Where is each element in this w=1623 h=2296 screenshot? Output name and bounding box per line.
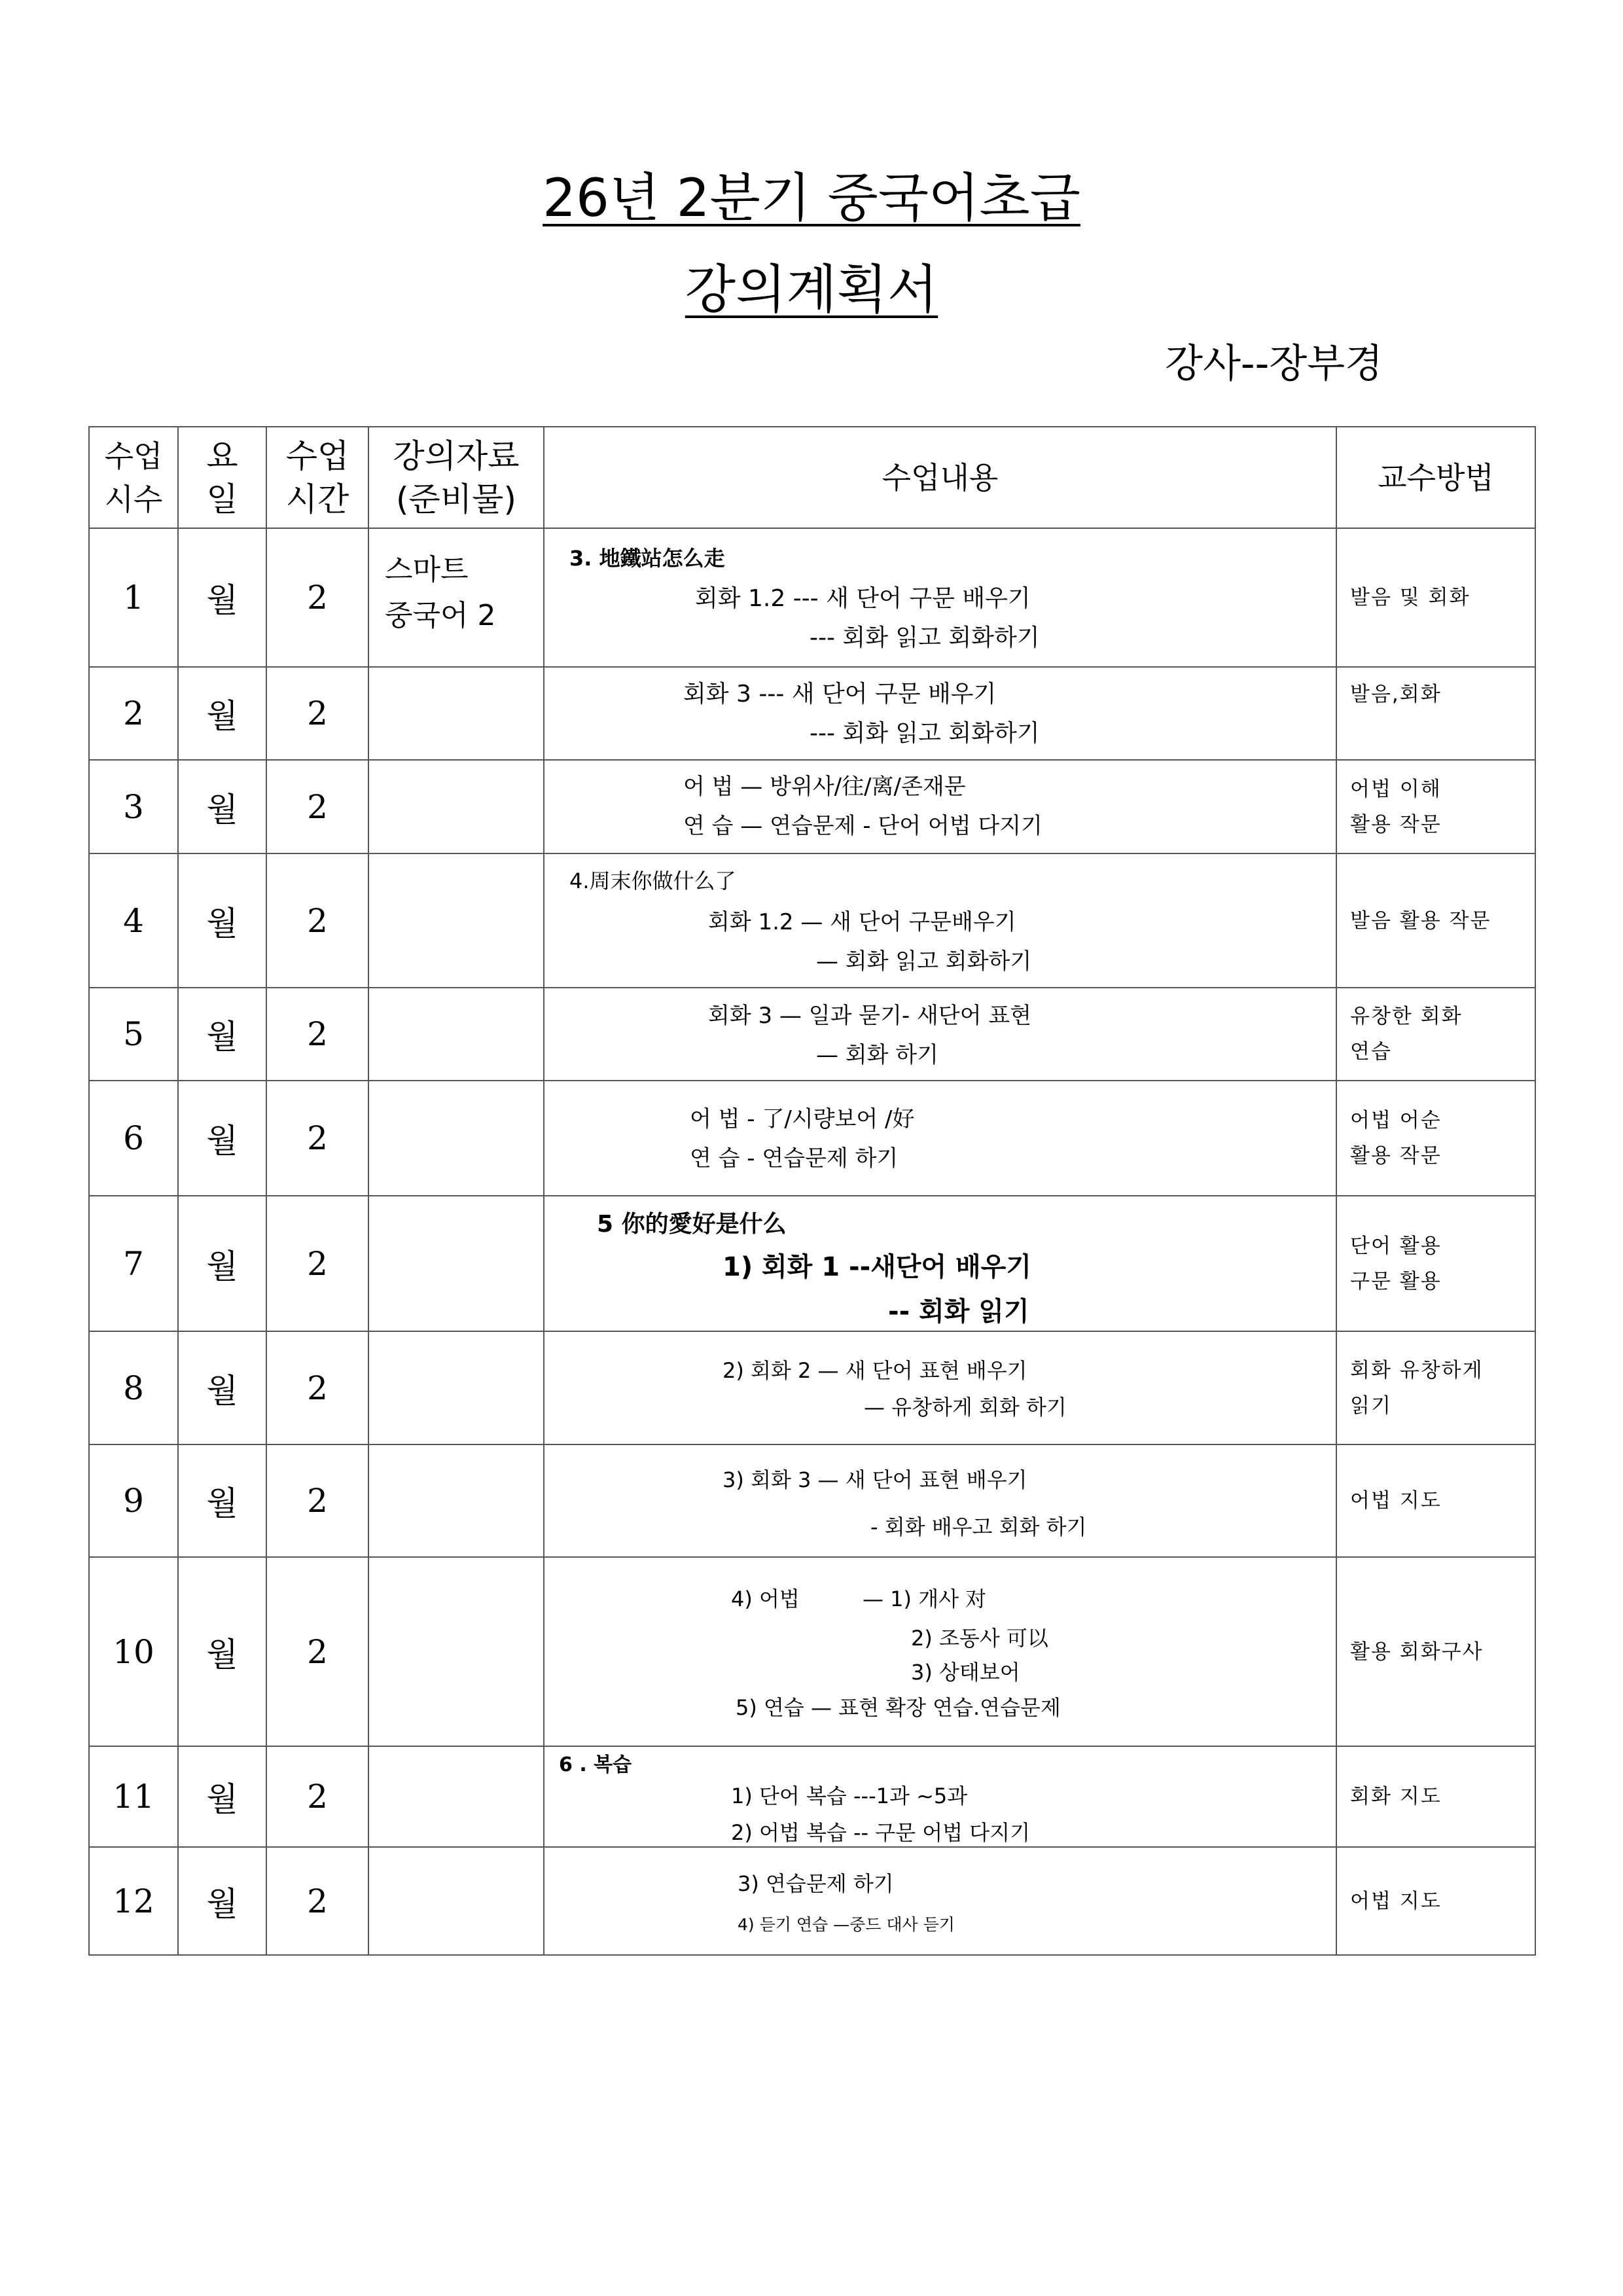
content-line: 5 你的愛好是什么 [597,1211,787,1238]
content-line: 2) 회화 2 — 새 단어 표현 배우기 [722,1358,1027,1383]
hours-cell: 2 [266,528,368,667]
day-cell: 월 [178,1746,266,1847]
method-cell: 단어 활용 구문 활용 [1336,1196,1535,1331]
session-number: 11 [89,1746,178,1847]
content-cell [544,1557,1336,1746]
content-line: 4) 어법 [731,1587,800,1611]
header-content: 수업내용 [544,427,1336,528]
method-cell: 회화 지도 [1336,1746,1535,1847]
table-row [89,1847,1535,1955]
content-line: 2) 조동사 可以 [911,1626,1048,1651]
content-line: 3) 연습문제 하기 [738,1871,894,1896]
day-cell: 월 [178,853,266,988]
table-row [89,528,1535,667]
table-row [89,853,1535,988]
day-cell: 월 [178,1331,266,1444]
session-number: 2 [89,667,178,760]
content-line: — 회화 하기 [816,1042,938,1068]
materials-cell [368,760,544,853]
header-method: 교수방법 [1336,427,1535,528]
materials-cell [368,1557,544,1746]
day-cell: 월 [178,1081,266,1196]
day-cell: 월 [178,1444,266,1557]
content-line: 4.周末你做什么了 [569,869,736,893]
table-row [89,1081,1535,1196]
method-cell: 어법 지도 [1336,1847,1535,1955]
session-number: 9 [89,1444,178,1557]
content-line: 6 . 복습 [559,1753,632,1776]
session-number: 7 [89,1196,178,1331]
content-line: -- 회화 읽기 [888,1297,1029,1327]
content-line: --- 회화 읽고 회화하기 [810,624,1040,651]
content-line: 3) 상태보어 [911,1660,1020,1685]
content-line: 어 법 — 방위사/往/离/존재문 [683,774,966,800]
session-number: 4 [89,853,178,988]
method-cell: 어법 이해 활용 작문 [1336,760,1535,853]
method-cell: 활용 회화구사 [1336,1557,1535,1746]
materials-cell [368,1331,544,1444]
content-line: - 회화 배우고 회화 하기 [870,1515,1087,1539]
header-row [89,427,1535,528]
hours-cell: 2 [266,1196,368,1331]
title-line-1 [0,156,1623,231]
content-cell [544,1331,1336,1444]
materials-cell [368,853,544,988]
hours-cell: 2 [266,1331,368,1444]
hours-cell: 2 [266,760,368,853]
table-row [89,988,1535,1081]
hours-cell: 2 [266,1847,368,1955]
materials-cell [368,988,544,1081]
hours-cell: 2 [266,853,368,988]
day-cell: 월 [178,988,266,1081]
content-line: 회화 1.2 — 새 단어 구문배우기 [708,909,1016,935]
content-line: 회화 3 --- 새 단어 구문 배우기 [683,681,997,708]
table-row [89,667,1535,760]
hours-cell: 2 [266,1746,368,1847]
table-row [89,1557,1535,1746]
title-line-2-text: 강의계획서 [685,259,938,320]
content-cell [544,1847,1336,1955]
materials-cell [368,1081,544,1196]
content-line: 회화 1.2 --- 새 단어 구문 배우기 [695,585,1031,612]
content-cell [544,853,1336,988]
method-cell: 유창한 회화 연습 [1336,988,1535,1081]
content-line: 회화 3 — 일과 묻기- 새단어 표현 [708,1003,1032,1029]
content-cell [544,1196,1336,1331]
content-cell [544,760,1336,853]
content-line: 연 습 - 연습문제 하기 [690,1145,899,1172]
session-number: 12 [89,1847,178,1955]
day-cell: 월 [178,1196,266,1331]
content-line: 4) 듣기 연습 —중드 대사 듣기 [738,1915,955,1934]
title-line-2 [0,247,1623,323]
session-number: 10 [89,1557,178,1746]
hours-cell: 2 [266,667,368,760]
content-cell [544,1746,1336,1847]
method-cell: 발음 및 회화 [1336,528,1535,667]
session-number: 3 [89,760,178,853]
content-line: — 유창하게 회화 하기 [864,1395,1067,1420]
content-line: 어 법 - 了/시량보어 /好 [690,1106,915,1132]
hours-cell: 2 [266,988,368,1081]
instructor-name: 강사--장부경 [1165,341,1383,387]
header-materials: 강의자료 (준비물) [368,427,544,528]
method-cell: 발음 활용 작문 [1336,853,1535,988]
session-number: 5 [89,988,178,1081]
hours-cell: 2 [266,1444,368,1557]
materials-cell [368,1847,544,1955]
table-row [89,1331,1535,1444]
table-row [89,1746,1535,1847]
lecture-plan-table [88,426,1536,1956]
day-cell: 월 [178,667,266,760]
content-cell [544,528,1336,667]
header-session: 수업 시수 [89,427,178,528]
content-line: 1) 회화 1 --새단어 배우기 [722,1252,1031,1282]
method-cell: 회화 유창하게 읽기 [1336,1331,1535,1444]
day-cell: 월 [178,1557,266,1746]
session-number: 6 [89,1081,178,1196]
materials-cell [368,1746,544,1847]
session-number: 8 [89,1331,178,1444]
content-line: — 1) 개사 对 [863,1587,987,1611]
header-hours: 수업 시간 [266,427,368,528]
content-cell [544,667,1336,760]
hours-cell: 2 [266,1557,368,1746]
hours-cell: 2 [266,1081,368,1196]
content-line: 1) 단어 복습 ---1과 ~5과 [731,1784,968,1808]
content-line: --- 회화 읽고 회화하기 [810,720,1040,747]
table-row [89,760,1535,853]
day-cell: 월 [178,1847,266,1955]
title-line-1-text: 26년 2분기 중국어초급 [543,168,1080,228]
materials-cell: 스마트 중국어 2 [368,528,544,667]
content-line: 3. 地鐵站怎么走 [569,546,725,571]
day-cell: 월 [178,528,266,667]
content-line: 3) 회화 3 — 새 단어 표현 배우기 [722,1467,1027,1492]
day-cell: 월 [178,760,266,853]
table-row [89,1444,1535,1557]
content-cell [544,1444,1336,1557]
method-cell: 발음,회화 [1336,667,1535,760]
content-cell [544,1081,1336,1196]
content-line: 2) 어법 복습 -- 구문 어법 다지기 [731,1820,1031,1845]
content-cell [544,988,1336,1081]
content-line: — 회화 읽고 회화하기 [816,948,1032,975]
table-row [89,1196,1535,1331]
materials-cell [368,1444,544,1557]
materials-cell [368,667,544,760]
materials-cell [368,1196,544,1331]
content-line: 5) 연습 — 표현 확장 연습.연습문제 [736,1695,1061,1720]
header-day: 요 일 [178,427,266,528]
method-cell: 어법 어순 활용 작문 [1336,1081,1535,1196]
session-number: 1 [89,528,178,667]
method-cell: 어법 지도 [1336,1444,1535,1557]
content-line: 연 습 — 연습문제 - 단어 어법 다지기 [683,813,1043,839]
